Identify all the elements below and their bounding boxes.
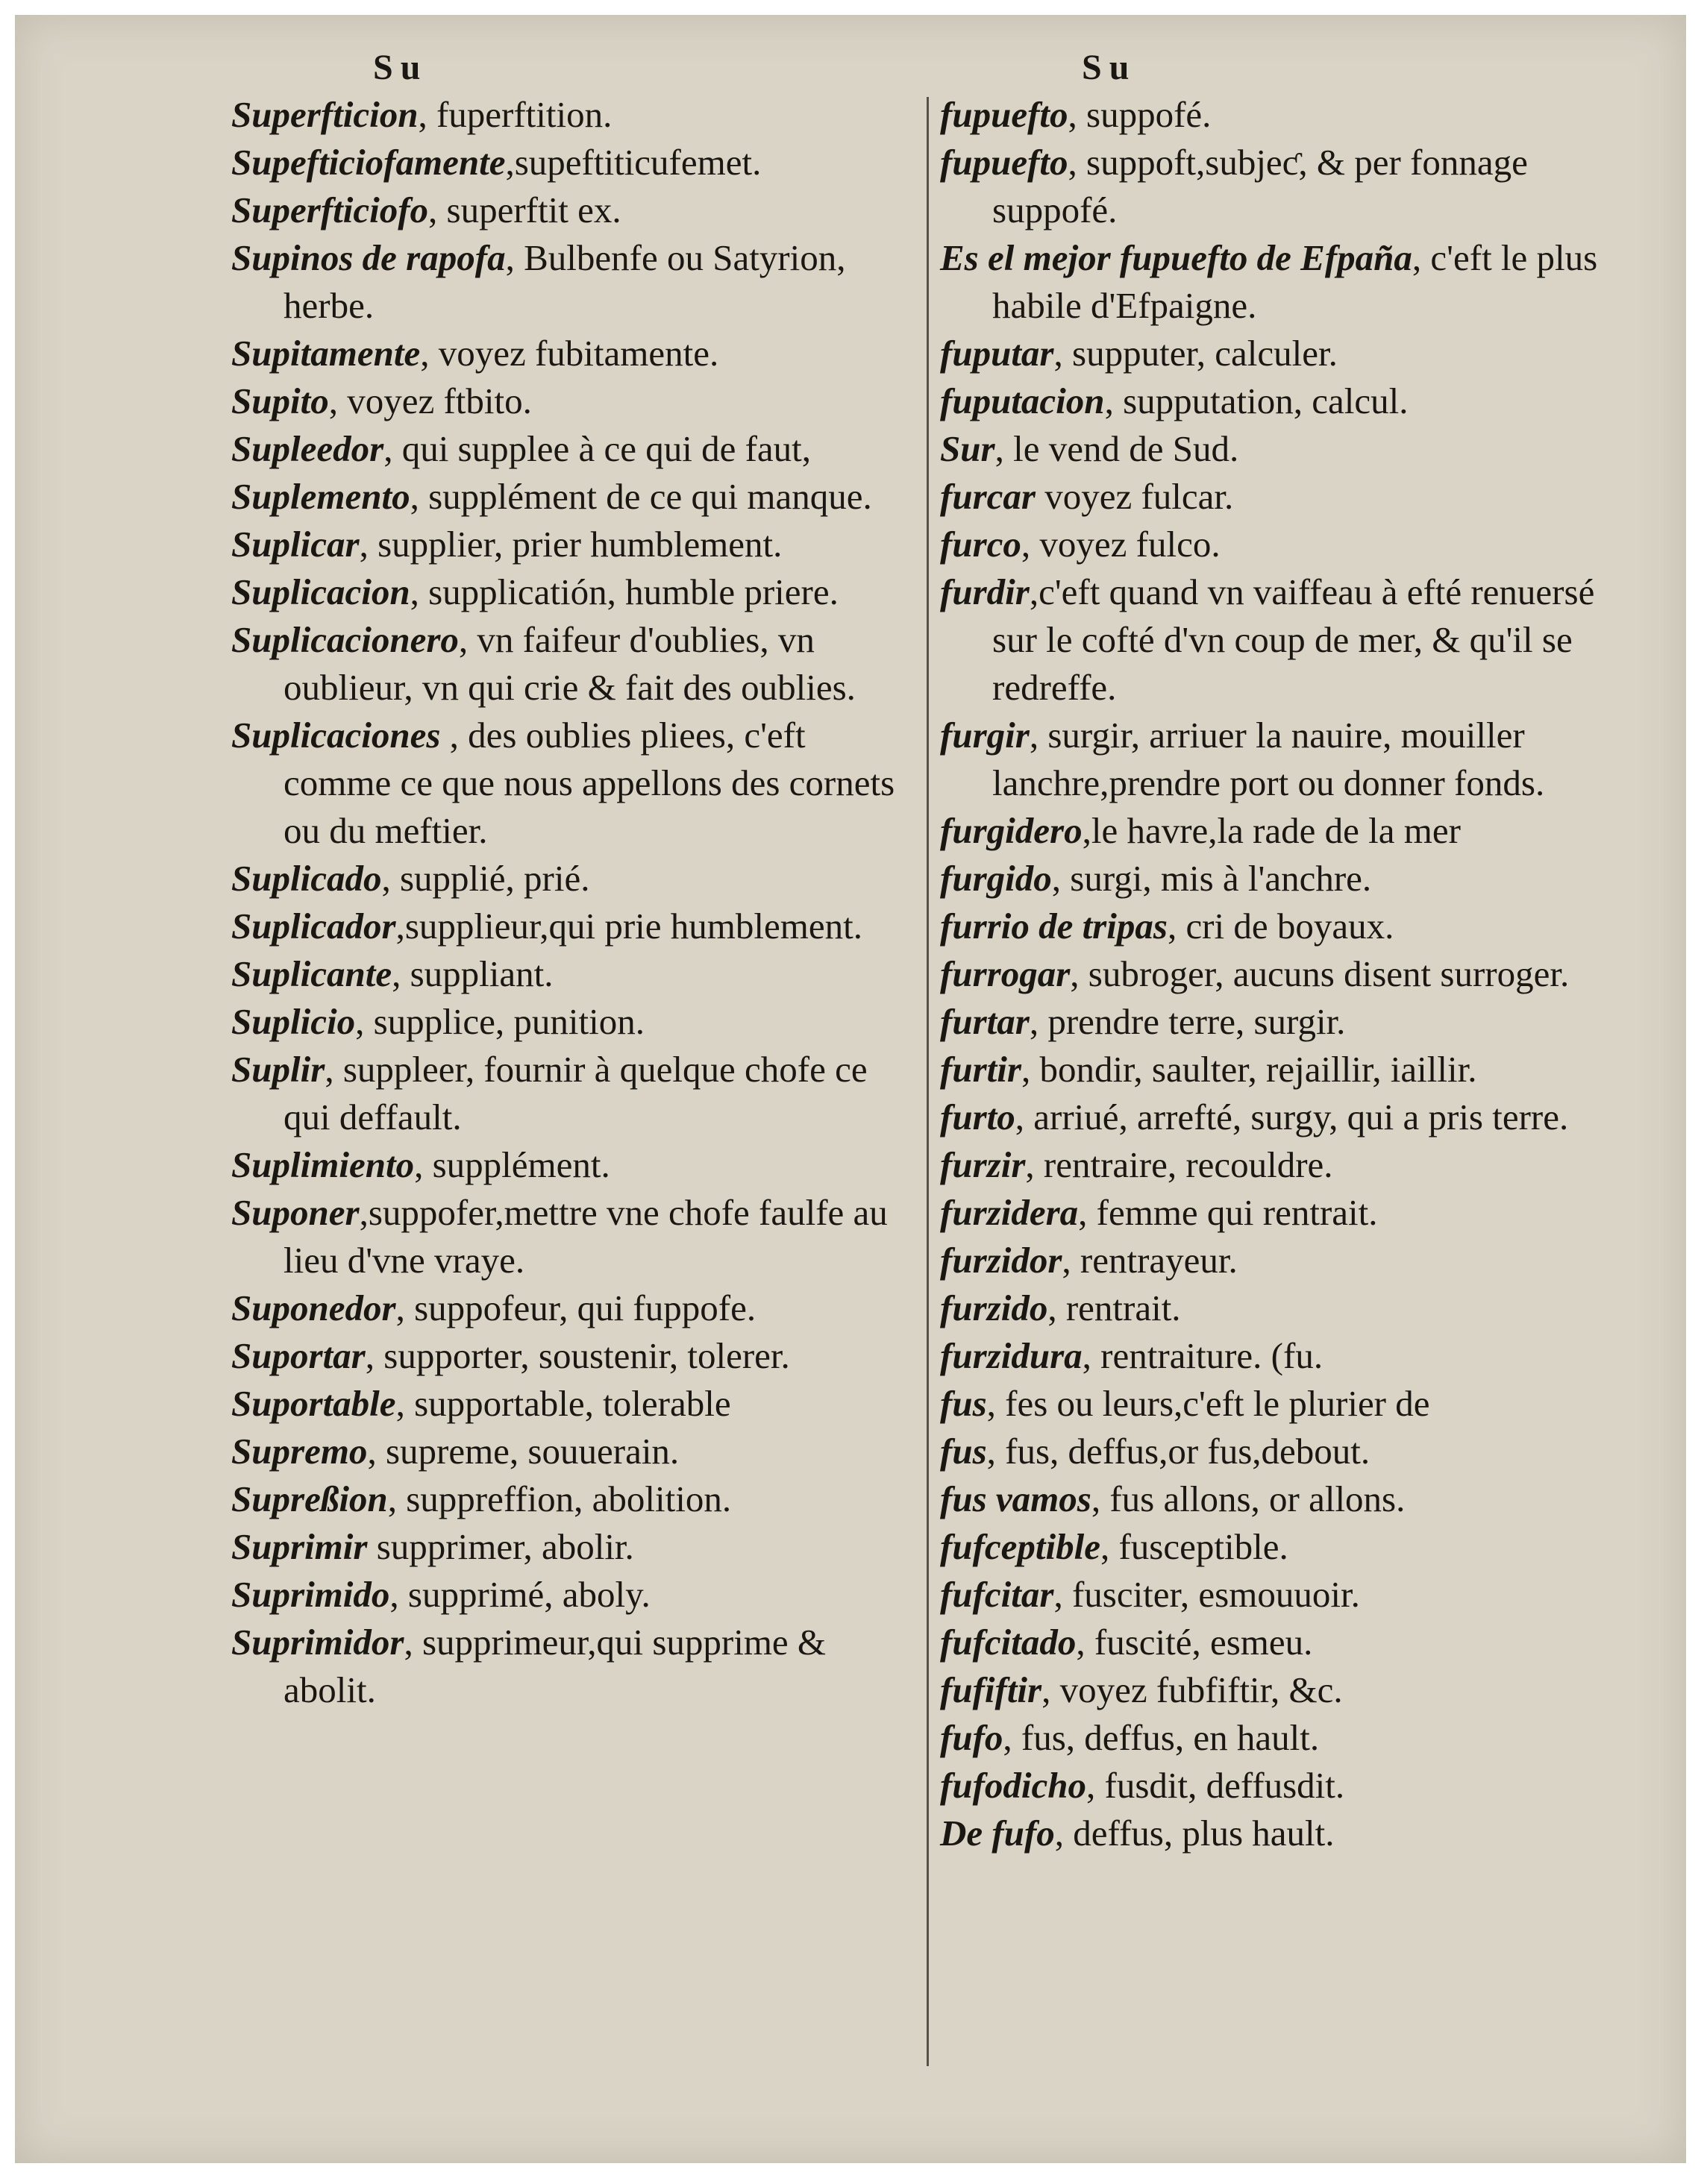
dictionary-entry bbox=[231, 1189, 910, 1284]
dictionary-entry bbox=[231, 1571, 910, 1619]
entry-headword: Supito bbox=[231, 380, 329, 421]
entry-headword: Suponedor bbox=[231, 1287, 396, 1328]
dictionary-entry bbox=[940, 1284, 1619, 1332]
entry-definition: , des oublies pliees, c'eft comme ce que nous appellons des cornets ou du meftier. bbox=[284, 715, 895, 851]
entry-headword: Supreßion bbox=[231, 1478, 388, 1519]
dictionary-entry bbox=[940, 1141, 1619, 1189]
entry-headword: Suplicante bbox=[231, 953, 392, 994]
entry-headword: furco bbox=[940, 524, 1021, 565]
entry-headword: Suplicacionero bbox=[231, 619, 459, 660]
dictionary-entry bbox=[940, 712, 1619, 807]
entry-headword: fufceptible bbox=[940, 1526, 1100, 1567]
dictionary-entry bbox=[231, 903, 910, 950]
dictionary-entry bbox=[231, 521, 910, 568]
entry-definition: , suppoft,subjeƈ, & per fonnage suppofé. bbox=[992, 142, 1528, 230]
dictionary-entry bbox=[231, 91, 910, 139]
entry-definition: , fus allons, or allons. bbox=[1091, 1478, 1406, 1519]
entry-definition: , vn faifeur d'oublies, vn oublieur, vn qui crie & fait des oublies. bbox=[284, 619, 856, 708]
entry-definition: , superftit ex. bbox=[428, 189, 621, 230]
dictionary-entry bbox=[940, 139, 1619, 234]
entry-definition: , cri de boyaux. bbox=[1167, 906, 1394, 947]
entry-headword: fus vamos bbox=[940, 1478, 1091, 1519]
entry-headword: furgidero bbox=[940, 810, 1083, 851]
right-column bbox=[940, 45, 1619, 1857]
dictionary-entry bbox=[940, 998, 1619, 1046]
entry-definition: , voyez fubitamente. bbox=[420, 333, 719, 374]
entry-headword: Suplicar bbox=[231, 524, 360, 565]
dictionary-entry bbox=[231, 234, 910, 330]
dictionary-entry bbox=[231, 330, 910, 377]
entry-headword: furzir bbox=[940, 1144, 1026, 1185]
entry-headword: Supleedor bbox=[231, 428, 384, 469]
entry-headword: fufodicho bbox=[940, 1765, 1086, 1806]
entry-headword: Supefticiofamente bbox=[231, 142, 506, 183]
entry-definition: , voyez ftbito. bbox=[328, 380, 532, 421]
entry-headword: De fufo bbox=[940, 1813, 1055, 1854]
entry-definition: , le vend de Sud. bbox=[994, 428, 1239, 469]
entry-headword: Suprimido bbox=[231, 1574, 390, 1615]
entry-headword: Suportar bbox=[231, 1335, 366, 1376]
entry-definition: , supreme, souuerain. bbox=[367, 1431, 680, 1472]
dictionary-entry bbox=[231, 186, 910, 234]
dictionary-entry bbox=[231, 616, 910, 712]
dictionary-entry bbox=[940, 1571, 1619, 1619]
dictionary-entry bbox=[231, 712, 910, 855]
entry-definition: , fusciter, esmouuoir. bbox=[1053, 1574, 1360, 1615]
entry-definition: , suppreffion, abolition. bbox=[387, 1478, 732, 1519]
entry-definition: , surgir, arriuer la nauire, mouiller lanchre,prendre port ou donner fonds. bbox=[992, 715, 1545, 803]
entry-headword: fufcitado bbox=[940, 1622, 1077, 1663]
entry-headword: furtar bbox=[940, 1001, 1030, 1042]
book-page bbox=[15, 15, 1686, 2163]
dictionary-entry bbox=[940, 425, 1619, 473]
dictionary-entry bbox=[231, 1523, 910, 1571]
entry-headword: Suportable bbox=[231, 1383, 396, 1424]
dictionary-entry bbox=[940, 1714, 1619, 1762]
dictionary-entry bbox=[940, 1332, 1619, 1380]
entry-definition: , supputer, calculer. bbox=[1053, 333, 1338, 374]
entry-headword: Sur bbox=[940, 428, 995, 469]
entry-headword: furgir bbox=[940, 715, 1030, 756]
entry-headword: Superfticion bbox=[231, 94, 419, 135]
entry-headword: Supremo bbox=[231, 1431, 368, 1472]
entry-headword: furzidera bbox=[940, 1192, 1079, 1233]
entry-headword: fus bbox=[940, 1383, 987, 1424]
entry-definition: , fus, deffus,or fus,debout. bbox=[986, 1431, 1370, 1472]
entry-definition: , suppofé. bbox=[1068, 94, 1212, 135]
entry-headword: furrogar bbox=[940, 953, 1071, 994]
dictionary-entry bbox=[940, 473, 1619, 521]
dictionary-entry bbox=[231, 1380, 910, 1428]
entry-definition: supprimer, abolir. bbox=[367, 1526, 634, 1567]
entry-definition: , femme qui rentrait. bbox=[1078, 1192, 1378, 1233]
left-column bbox=[231, 45, 910, 1714]
entry-headword: fufcitar bbox=[940, 1574, 1054, 1615]
entry-definition: , rentraiture. (fu. bbox=[1082, 1335, 1323, 1376]
dictionary-entry bbox=[940, 1237, 1619, 1284]
entry-definition: , rentraire, recouldre. bbox=[1025, 1144, 1333, 1185]
entry-definition: , subroger, aucuns disent surroger. bbox=[1070, 953, 1570, 994]
dictionary-entry bbox=[231, 425, 910, 473]
running-head-right: Su bbox=[1082, 48, 1137, 87]
entry-definition: , surgi, mis à l'anchre. bbox=[1051, 858, 1372, 899]
entry-definition: , fuscité, esmeu. bbox=[1076, 1622, 1313, 1663]
running-head-left: Su bbox=[373, 48, 428, 87]
entry-definition: , supplier, prier humblement. bbox=[359, 524, 783, 565]
dictionary-entry bbox=[940, 1619, 1619, 1666]
dictionary-entry bbox=[940, 1475, 1619, 1523]
entry-headword: furgido bbox=[940, 858, 1052, 899]
dictionary-entry bbox=[231, 377, 910, 425]
entry-definition: , arriué, arrefté, surgy, qui a pris terre. bbox=[1015, 1096, 1569, 1138]
dictionary-entry bbox=[940, 1666, 1619, 1714]
dictionary-entry bbox=[940, 234, 1619, 330]
entry-headword: Suplimiento bbox=[231, 1144, 415, 1185]
entry-definition: , fus, deffus, en hault. bbox=[1003, 1717, 1320, 1758]
entry-definition: ,supplieur,qui prie humblement. bbox=[395, 906, 862, 947]
entry-definition: , Bulbenfe ou Satyrion, herbe. bbox=[284, 237, 846, 326]
entry-headword: Suprimidor bbox=[231, 1622, 404, 1663]
entry-definition: , supporter, soustenir, tolerer. bbox=[365, 1335, 790, 1376]
dictionary-entry bbox=[940, 568, 1619, 712]
dictionary-entry bbox=[231, 1332, 910, 1380]
dictionary-entry bbox=[940, 91, 1619, 139]
entry-headword: Suponer bbox=[231, 1192, 360, 1233]
entry-definition: , voyez fulco. bbox=[1021, 524, 1221, 565]
dictionary-entry bbox=[231, 1046, 910, 1141]
entry-definition: , deffus, plus hault. bbox=[1054, 1813, 1335, 1854]
dictionary-entry bbox=[231, 139, 910, 186]
entry-list-right bbox=[940, 91, 1619, 1857]
entry-headword: furzido bbox=[940, 1287, 1048, 1328]
entry-definition: ,c'eft quand vn vaiffeau à efté renuersé sur le cofté d'vn coup de mer, & qu'il se redreffe. bbox=[992, 571, 1595, 708]
entry-headword: furdir bbox=[940, 571, 1030, 612]
dictionary-entry bbox=[231, 473, 910, 521]
entry-headword: Suplicio bbox=[231, 1001, 356, 1042]
entry-headword: furrio de tripas bbox=[940, 906, 1168, 947]
entry-definition: , supplément. bbox=[414, 1144, 610, 1185]
entry-definition: voyez fulcar. bbox=[1035, 476, 1234, 517]
dictionary-entry bbox=[940, 330, 1619, 377]
entry-headword: fufo bbox=[940, 1717, 1003, 1758]
dictionary-entry bbox=[231, 1141, 910, 1189]
entry-definition: , supputation, calcul. bbox=[1104, 380, 1409, 421]
dictionary-entry bbox=[940, 950, 1619, 998]
entry-headword: furzidor bbox=[940, 1240, 1062, 1281]
entry-definition: , supplicatión, humble priere. bbox=[410, 571, 839, 612]
entry-headword: fufiftir bbox=[940, 1669, 1042, 1710]
dictionary-entry bbox=[231, 1284, 910, 1332]
entry-headword: fupuefto bbox=[940, 142, 1068, 183]
dictionary-entry bbox=[231, 950, 910, 998]
entry-headword: furcar bbox=[940, 476, 1036, 517]
entry-headword: Suplicaciones bbox=[231, 715, 441, 756]
dictionary-entry bbox=[940, 1762, 1619, 1810]
dictionary-entry bbox=[940, 521, 1619, 568]
entry-definition: ,suppofer,mettre vne chofe faulfe au lieu d'vne vraye. bbox=[284, 1192, 888, 1281]
entry-headword: Es el mejor fupuefto de Efpaña bbox=[940, 237, 1412, 278]
entry-headword: furzidura bbox=[940, 1335, 1083, 1376]
entry-definition: ,supeftiticufemet. bbox=[505, 142, 762, 183]
entry-headword: furtir bbox=[940, 1049, 1021, 1090]
entry-definition: , fes ou leurs,c'eft le plurier de bbox=[986, 1383, 1430, 1424]
entry-definition: , supportable, tolerable bbox=[395, 1383, 731, 1424]
entry-headword: fuputacion bbox=[940, 380, 1105, 421]
dictionary-entry bbox=[231, 568, 910, 616]
entry-definition: , fuperftition. bbox=[418, 94, 613, 135]
dictionary-entry bbox=[231, 1475, 910, 1523]
dictionary-entry bbox=[231, 1619, 910, 1714]
entry-list-left bbox=[231, 91, 910, 1714]
dictionary-entry bbox=[940, 1380, 1619, 1428]
dictionary-entry bbox=[231, 855, 910, 903]
dictionary-entry bbox=[940, 1810, 1619, 1857]
entry-definition: , suppleer, fournir à quelque chofe ce qui deffault. bbox=[284, 1049, 868, 1138]
entry-definition: , supplié, prié. bbox=[381, 858, 590, 899]
entry-definition: , supplice, punition. bbox=[355, 1001, 645, 1042]
column-rule bbox=[927, 97, 929, 2066]
dictionary-entry bbox=[940, 377, 1619, 425]
dictionary-entry bbox=[940, 855, 1619, 903]
dictionary-entry bbox=[940, 1428, 1619, 1475]
entry-headword: furto bbox=[940, 1096, 1015, 1138]
entry-definition: , bondir, saulter, rejaillir, iaillir. bbox=[1021, 1049, 1477, 1090]
dictionary-entry bbox=[231, 1428, 910, 1475]
entry-headword: fuputar bbox=[940, 333, 1054, 374]
dictionary-entry bbox=[940, 1523, 1619, 1571]
entry-definition: , rentrait. bbox=[1047, 1287, 1181, 1328]
entry-definition: , suppofeur, qui fuppofe. bbox=[395, 1287, 756, 1328]
entry-definition: , fusdit, deffusdit. bbox=[1086, 1765, 1345, 1806]
entry-headword: Suplicador bbox=[231, 906, 396, 947]
dictionary-entry bbox=[940, 903, 1619, 950]
entry-definition: , c'eft le plus habile d'Efpaigne. bbox=[992, 237, 1598, 326]
entry-definition: , qui supplee à ce qui de faut, bbox=[383, 428, 812, 469]
entry-headword: Suplicado bbox=[231, 858, 382, 899]
entry-headword: Superfticiofo bbox=[231, 189, 429, 230]
entry-headword: fupuefto bbox=[940, 94, 1068, 135]
entry-definition: , voyez fubfiftir, &c. bbox=[1041, 1669, 1343, 1710]
entry-headword: Suplemento bbox=[231, 476, 410, 517]
dictionary-entry bbox=[940, 1046, 1619, 1093]
entry-headword: Suplir bbox=[231, 1049, 325, 1090]
entry-headword: Suplicacion bbox=[231, 571, 410, 612]
dictionary-entry bbox=[940, 1189, 1619, 1237]
entry-definition: , fusceptible. bbox=[1100, 1526, 1288, 1567]
entry-definition: , supplément de ce qui manque. bbox=[410, 476, 872, 517]
entry-definition: , supprimeur,qui supprime & abolit. bbox=[284, 1622, 827, 1710]
entry-headword: Suprimir bbox=[231, 1526, 368, 1567]
entry-definition: ,le havre,la rade de la mer bbox=[1082, 810, 1461, 851]
entry-definition: , suppliant. bbox=[392, 953, 554, 994]
entry-headword: fus bbox=[940, 1431, 987, 1472]
dictionary-entry bbox=[940, 807, 1619, 855]
dictionary-entry bbox=[231, 998, 910, 1046]
entry-headword: Supinos de rapofa bbox=[231, 237, 506, 278]
entry-definition: , supprimé, aboly. bbox=[389, 1574, 651, 1615]
dictionary-entry bbox=[940, 1093, 1619, 1141]
entry-definition: , rentrayeur. bbox=[1062, 1240, 1238, 1281]
entry-headword: Supitamente bbox=[231, 333, 421, 374]
entry-definition: , prendre terre, surgir. bbox=[1029, 1001, 1346, 1042]
